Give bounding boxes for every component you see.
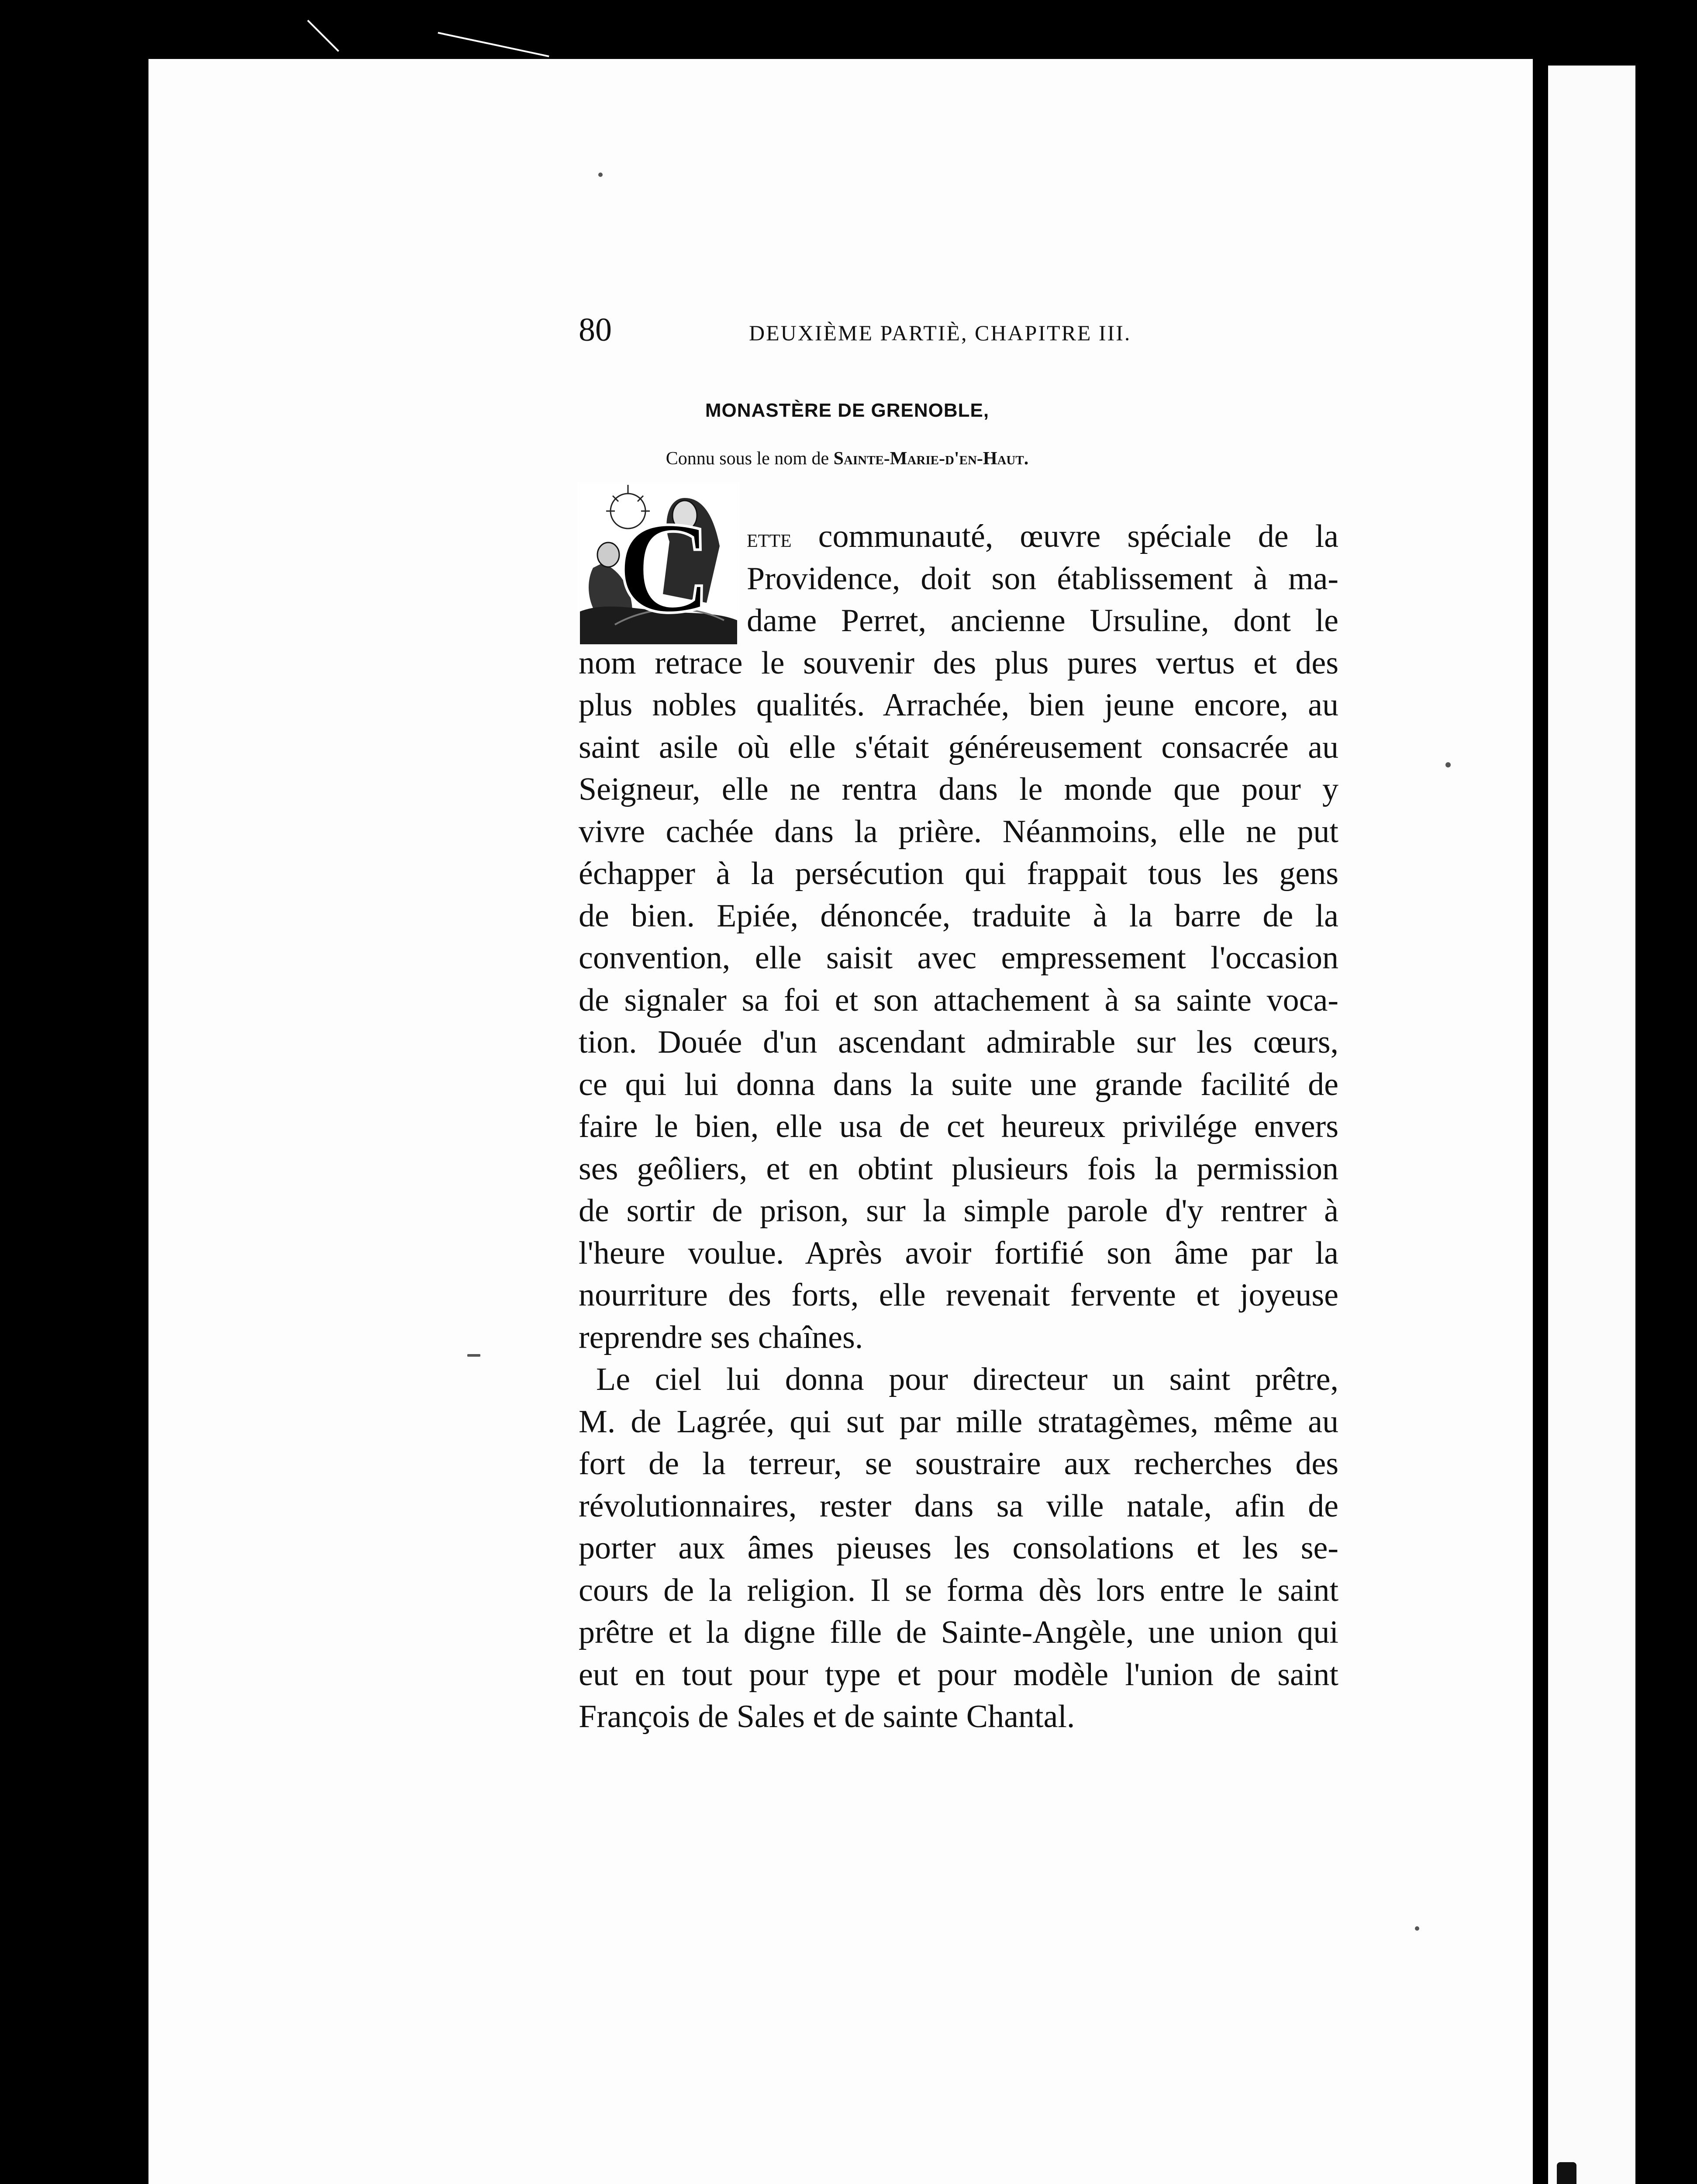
text-line: révolutionnaires, rester dans sa ville natale, afin de [579,1488,1338,1524]
scan-speck [1445,762,1451,767]
scan-speck [1415,1926,1419,1931]
text-line: échapper à la persécution qui frappait tous les gens [579,856,1338,892]
first-word-small-caps: ette [747,524,792,553]
page-number: 80 [579,311,612,348]
text-line: reprendre ses chaînes. [579,1319,863,1355]
text-line: François de Sales et de sainte Chantal. [579,1699,1075,1735]
dropcap-letter: C [617,495,712,640]
scan-speck [467,1354,480,1357]
text-line: plus nobles qualités. Arrachée, bien jeune encore, au [579,687,1338,723]
text-line: nourriture des forts, elle revenait fervente et joyeuse [579,1277,1338,1313]
text-line: Seigneur, elle ne rentra dans le monde que pour y [579,771,1338,807]
text-line: porter aux âmes pieuses les consolations et les se- [579,1530,1338,1566]
text-line: Providence, doit son établissement à ma- [747,560,1338,597]
text-line: eut en tout pour type et pour modèle l'union de saint [579,1656,1338,1693]
text-line: l'heure voulue. Après avoir fortifié son âme par la [579,1235,1338,1271]
text-line: ce qui lui donna dans la suite une grande facilité de [579,1066,1338,1102]
running-head: DEUXIÈME PARTIÈ, CHAPITRE III. [749,321,1131,345]
text-line: ette communauté, œuvre spéciale de la [747,518,1338,554]
text-line: prêtre et la digne fille de Sainte-Angèle, une union qui [579,1614,1338,1650]
subtitle-prefix: Connu sous le nom de [666,449,834,469]
text-line: tion. Douée d'un ascendant admirable sur les cœurs, [579,1024,1338,1060]
text-line: de signaler sa foi et son attachement à sa sainte voca- [579,982,1338,1018]
scan-scratch [438,32,549,57]
scan-speck [598,173,603,177]
text-line: ses geôliers, et en obtint plusieurs fois la permission [579,1151,1338,1187]
text-line: saint asile où elle s'était généreusement consacrée au [579,729,1338,765]
section-title: MONASTÈRE DE GRENOBLE, [705,400,990,421]
section-subtitle [524,446,1170,472]
adjacent-page-edge [1548,66,1635,2184]
text-line: convention, elle saisit avec empressement l'occasion [579,940,1338,976]
subtitle-name: Sainte-Marie-d'en-Haut. [833,449,1029,469]
text-line: de bien. Epiée, dénoncée, traduite à la barre de la [579,898,1338,934]
body-text [579,515,1338,1738]
text-line: faire le bien, elle usa de cet heureux privilége envers [579,1109,1338,1144]
text-line: nom retrace le souvenir des plus pures vertus et des [579,645,1338,681]
running-header [579,308,1181,356]
text-line: de sortir de prison, sur la simple parole d'y rentrer à [579,1193,1338,1229]
text-line: M. de Lagrée, qui sut par mille stratagèmes, même au [579,1403,1338,1440]
scan-speck [1557,2162,1576,2184]
text-line: fort de la terreur, se soustraire aux recherches des [579,1446,1338,1482]
text-line: dame Perret, ancienne Ursuline, dont le [747,603,1338,639]
text-line: Le ciel lui donna pour directeur un saint prêtre, [596,1362,1338,1397]
scan-scratch [307,20,339,52]
text-line: cours de la religion. Il se forma dès lors entre le saint [579,1572,1338,1608]
text-line: vivre cachée dans la prière. Néanmoins, elle ne put [579,813,1338,850]
